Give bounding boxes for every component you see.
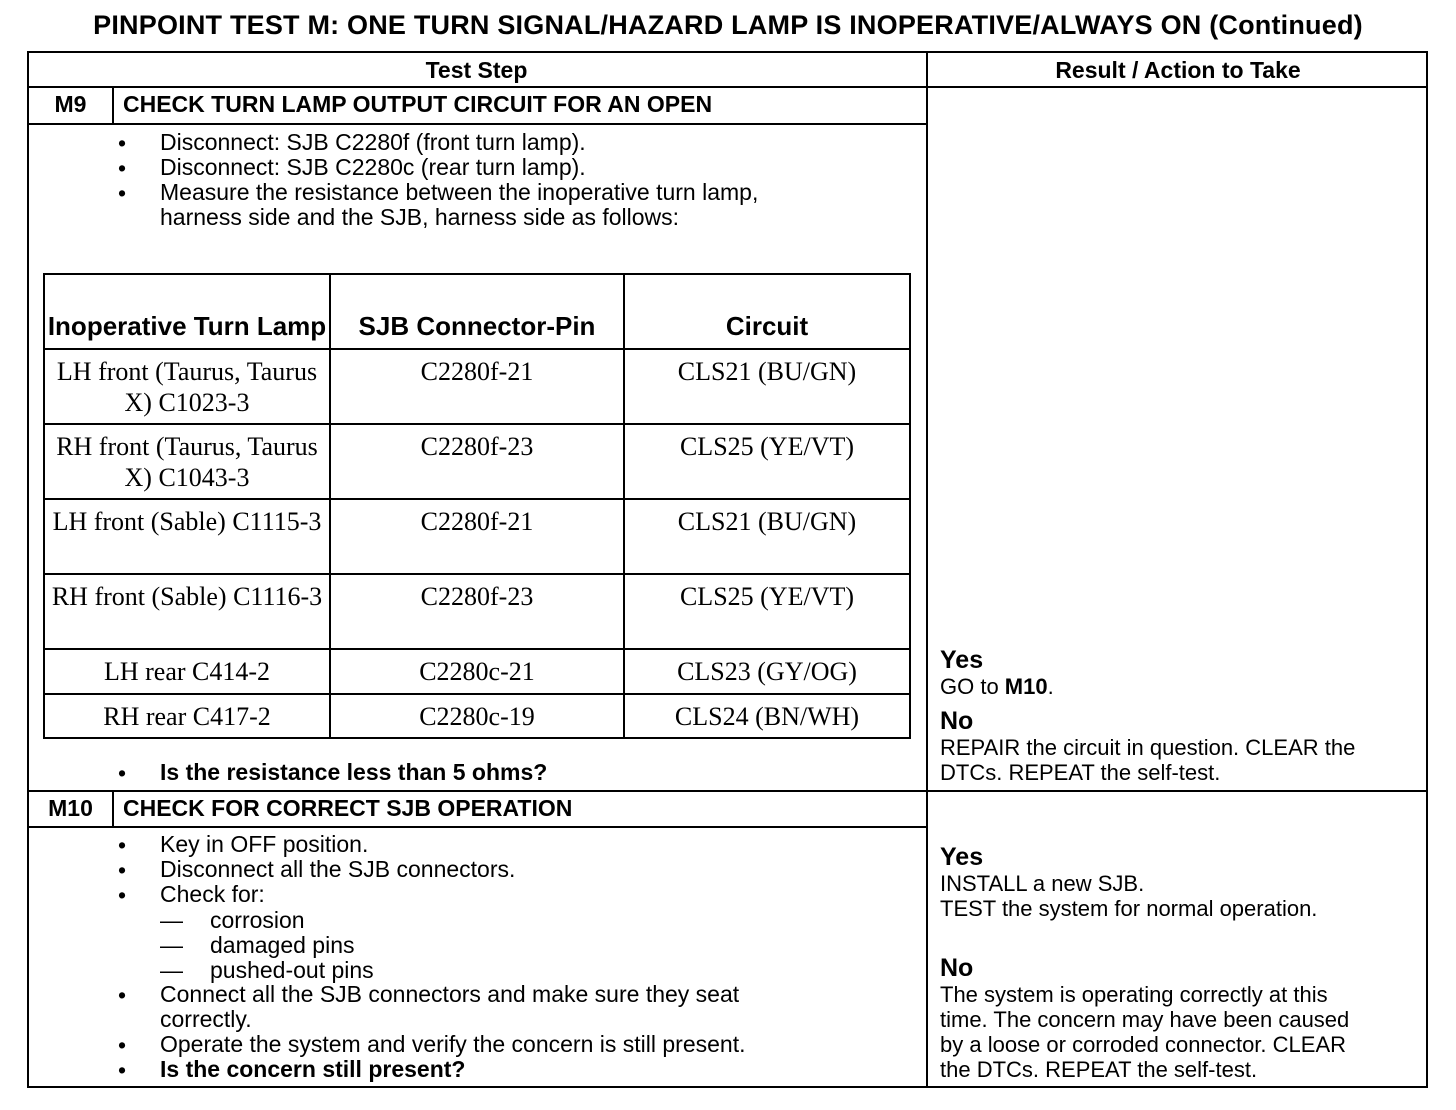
lamp-cell: RH front (Taurus, Taurus X) C1043-3 bbox=[44, 424, 330, 499]
m10-yes-line-1: INSTALL a new SJB. bbox=[940, 871, 1145, 896]
table-row bbox=[44, 694, 910, 738]
lamp-cell: LH front (Taurus, Taurus X) C1023-3 bbox=[44, 349, 330, 424]
table-row bbox=[44, 649, 910, 694]
m10-no-label: No bbox=[940, 954, 974, 982]
m10-no-line-1: The system is operating correctly at this bbox=[940, 982, 1328, 1007]
m9-no-line-2: DTCs. REPEAT the self-test. bbox=[940, 760, 1221, 785]
circuit-cell: CLS24 (BN/WH) bbox=[624, 694, 910, 738]
circuit-cell: CLS23 (GY/OG) bbox=[624, 649, 910, 694]
bullet-icon: • bbox=[118, 982, 127, 1008]
column-header-result: Result / Action to Take bbox=[1055, 57, 1301, 83]
m9-step-number: M9 bbox=[54, 91, 87, 117]
bullet-icon: • bbox=[118, 832, 127, 858]
connector-pin-cell: C2280f-23 bbox=[330, 574, 624, 649]
m10-step-2: Disconnect all the SJB connectors. bbox=[160, 856, 516, 882]
bullet-icon: • bbox=[118, 1032, 127, 1058]
m9-no-line-1: REPAIR the circuit in question. CLEAR the bbox=[940, 735, 1356, 760]
m10-step-number: M10 bbox=[48, 795, 93, 821]
bullet-icon: • bbox=[118, 882, 127, 908]
table-header-row bbox=[44, 274, 910, 349]
m10-yes-label: Yes bbox=[940, 843, 984, 871]
m10-step-heading: CHECK FOR CORRECT SJB OPERATION bbox=[123, 795, 573, 821]
m9-step-heading: CHECK TURN LAMP OUTPUT CIRCUIT FOR AN OPEN bbox=[123, 91, 713, 117]
m9-step-3-cont: harness side and the SJB, harness side as follows: bbox=[160, 204, 680, 230]
bullet-icon: • bbox=[118, 760, 127, 786]
m10-step-5: Operate the system and verify the concern is still present. bbox=[160, 1031, 746, 1057]
circuit-cell: CLS21 (BU/GN) bbox=[624, 499, 910, 574]
bullet-icon: • bbox=[118, 857, 127, 883]
m10-heading-divider bbox=[27, 826, 927, 828]
lamp-cell: LH rear C414-2 bbox=[44, 649, 330, 694]
dash-icon: — bbox=[160, 907, 183, 933]
bullet-icon: • bbox=[118, 180, 127, 206]
connector-pin-cell: C2280c-21 bbox=[330, 649, 624, 694]
m10-no-line-4: the DTCs. REPEAT the self-test. bbox=[940, 1057, 1258, 1082]
column-header-test-step: Test Step bbox=[425, 57, 528, 83]
header-circuit: Circuit bbox=[624, 274, 910, 349]
m9-yes-text-pre: GO to bbox=[940, 674, 1005, 699]
m9-step-3: Measure the resistance between the inoperative turn lamp, bbox=[160, 179, 759, 205]
circuit-cell: CLS25 (YE/VT) bbox=[624, 574, 910, 649]
m9-yes-link-m10: M10 bbox=[1004, 674, 1048, 699]
m10-check-pushed-out-pins: pushed-out pins bbox=[210, 957, 374, 983]
m9-heading-divider bbox=[27, 123, 927, 125]
table-row bbox=[44, 424, 910, 499]
connector-pin-cell: C2280f-21 bbox=[330, 349, 624, 424]
lamp-cell: RH rear C417-2 bbox=[44, 694, 330, 738]
table-row bbox=[44, 499, 910, 574]
m9-yes-action bbox=[940, 674, 1054, 699]
page-title: PINPOINT TEST M: ONE TURN SIGNAL/HAZARD LAMP IS INOPERATIVE/ALWAYS ON (Continued) bbox=[93, 10, 1363, 40]
circuit-cell: CLS25 (YE/VT) bbox=[624, 424, 910, 499]
m9-question: Is the resistance less than 5 ohms? bbox=[160, 759, 548, 785]
dash-icon: — bbox=[160, 957, 183, 983]
m10-check-damaged-pins: damaged pins bbox=[210, 932, 355, 958]
connector-pin-cell: C2280f-21 bbox=[330, 499, 624, 574]
lamp-cell: LH front (Sable) C1115-3 bbox=[44, 499, 330, 574]
bullet-icon: • bbox=[118, 155, 127, 181]
m10-yes-line-2: TEST the system for normal operation. bbox=[940, 896, 1318, 921]
m10-no-line-3: by a loose or corroded connector. CLEAR bbox=[940, 1032, 1347, 1057]
m10-no-line-2: time. The concern may have been caused bbox=[940, 1007, 1350, 1032]
m9-yes-label: Yes bbox=[940, 646, 984, 674]
m9-step-2: Disconnect: SJB C2280c (rear turn lamp). bbox=[160, 154, 586, 180]
m10-step-1: Key in OFF position. bbox=[160, 831, 369, 857]
m9-yes-text-post: . bbox=[1047, 674, 1054, 699]
m10-step-3: Check for: bbox=[160, 881, 265, 907]
measurement-table bbox=[43, 273, 911, 739]
lamp-cell: RH front (Sable) C1116-3 bbox=[44, 574, 330, 649]
table-row bbox=[44, 349, 910, 424]
connector-pin-cell: C2280c-19 bbox=[330, 694, 624, 738]
m9-step-1: Disconnect: SJB C2280f (front turn lamp). bbox=[160, 129, 586, 155]
header-inoperative-turn-lamp: Inoperative Turn Lamp bbox=[44, 274, 330, 349]
circuit-cell: CLS21 (BU/GN) bbox=[624, 349, 910, 424]
m9-no-label: No bbox=[940, 707, 974, 735]
m10-step-4-cont: correctly. bbox=[160, 1006, 252, 1032]
m10-check-corrosion: corrosion bbox=[210, 907, 305, 933]
m9-number-divider bbox=[112, 86, 114, 124]
step-divider bbox=[27, 790, 1428, 792]
m10-step-4: Connect all the SJB connectors and make sure they seat bbox=[160, 981, 740, 1007]
table-row bbox=[44, 574, 910, 649]
column-divider bbox=[926, 51, 928, 1088]
m10-number-divider bbox=[112, 790, 114, 827]
m10-question: Is the concern still present? bbox=[160, 1056, 466, 1082]
bullet-icon: • bbox=[118, 130, 127, 156]
dash-icon: — bbox=[160, 932, 183, 958]
bullet-icon: • bbox=[118, 1057, 127, 1083]
header-sjb-connector-pin: SJB Connector-Pin bbox=[330, 274, 624, 349]
connector-pin-cell: C2280f-23 bbox=[330, 424, 624, 499]
